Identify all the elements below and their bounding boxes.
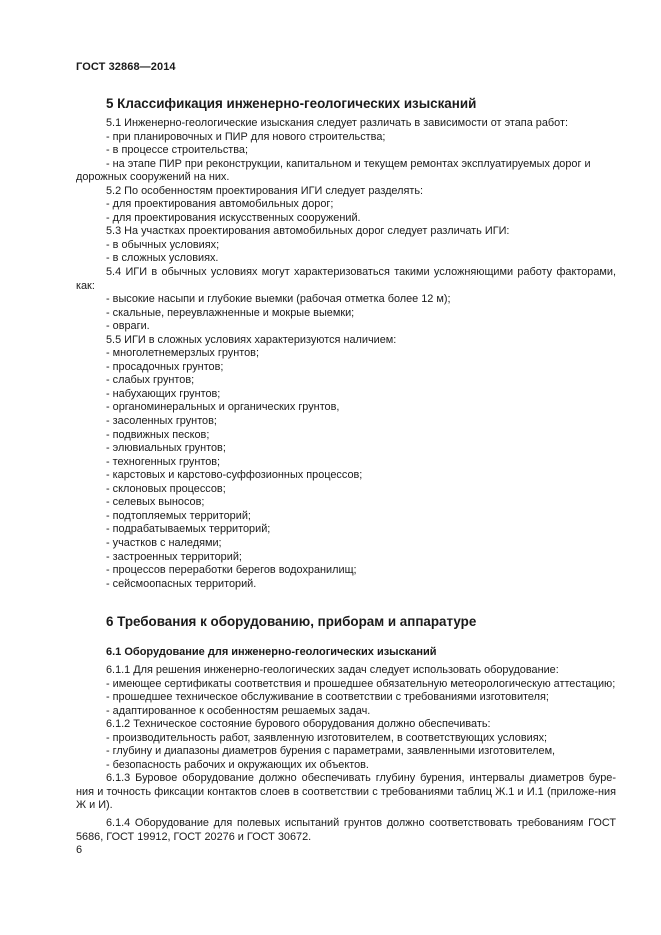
paragraph-6-1-1: 6.1.1 Для решения инженерно-геологических задач следует использовать оборудование: <box>106 664 559 676</box>
list-item: - скальные, переувлажненные и мокрые выемки; <box>106 306 355 319</box>
list-item: - засоленных грунтов; <box>106 415 217 428</box>
list-item: - адаптированное к особенностям решаемых задач. <box>106 704 371 717</box>
paragraph-5-3: 5.3 На участках проектирования автомобильных дорог следует различать ИГИ: <box>106 225 510 238</box>
list-item: - процессов переработки берегов водохранилищ; <box>106 564 357 577</box>
list-item: - в сложных условиях. <box>106 252 219 265</box>
list-item: - просадочных грунтов; <box>106 360 224 373</box>
list-item: - техногенных грунтов; <box>106 455 221 468</box>
list-item: - для проектирования искусственных сооружений. <box>106 211 361 224</box>
list-item: - для проектирования автомобильных дорог; <box>106 198 334 211</box>
list-item-continuation: дорожных сооружений на них. <box>76 171 230 184</box>
list-item: - набухающих грунтов; <box>106 387 221 400</box>
section-5-title: 5 Классификация инженерно-геологических изысканий <box>106 96 477 111</box>
list-item: - прошедшее техническое обслуживание в соответствии с требованиями изготовителя; <box>106 691 549 704</box>
section-6-body <box>76 664 616 844</box>
document-header: ГОСТ 32868—2014 <box>76 61 176 73</box>
list-item: - органоминеральных и органических грунтов, <box>106 401 340 414</box>
paragraph-6-1-4: 6.1.4 Оборудование для полевых испытаний грунтов должно соответствовать требованиям ГОСТ 5686, ГОСТ 19912, ГОСТ 20276 и ГОСТ 30672. <box>76 817 616 843</box>
list-item: - подрабатываемых территорий; <box>106 523 271 536</box>
list-item: - слабых грунтов; <box>106 374 195 387</box>
subsection-6-1-title: 6.1 Оборудование для инженерно-геологических изысканий <box>106 646 437 658</box>
list-item: - участков с наледями; <box>106 536 222 549</box>
paragraph-5-5: 5.5 ИГИ в сложных условиях характеризуются наличием: <box>106 333 397 346</box>
page-number: 6 <box>76 844 83 856</box>
list-item: - подтопляемых территорий; <box>106 509 251 522</box>
list-item: - безопасность рабочих и окружающих их объектов. <box>106 758 369 771</box>
list-item: - при планировочных и ПИР для нового строительства; <box>106 130 386 143</box>
list-item: - многолетнемерзлых грунтов; <box>106 347 259 360</box>
list-item: - селевых выносов; <box>106 496 205 509</box>
list-item: - склоновых процессов; <box>106 482 226 495</box>
list-item: - застроенных территорий; <box>106 550 242 563</box>
paragraph-5-1: 5.1 Инженерно-геологические изыскания следует различать в зависимости от этапа работ: <box>106 117 568 129</box>
section-6-title: 6 Требования к оборудованию, приборам и аппаратуре <box>106 614 477 629</box>
paragraph-5-4: 5.4 ИГИ в обычных условиях могут характеризоваться такими усложняющими работу факторами, как: <box>76 266 616 292</box>
list-item: - имеющее сертификаты соответствия и прошедшее обязательную метеорологическую аттестацию; <box>106 677 616 690</box>
list-item: - глубину и диапазоны диаметров бурения с параметрами, заявленными изготовителем, <box>106 745 556 758</box>
list-item: - в обычных условиях; <box>106 238 220 251</box>
paragraph-6-1-3: 6.1.3 Буровое оборудование должно обеспечивать глубину бурения, интервалы диаметров буре-ния и точность фиксации контактов слоев в соответствии с требованиями таблиц Ж.1 и И.1 (приложе-ния Ж и И). <box>76 772 616 812</box>
section-5-body <box>76 117 616 591</box>
list-item: - производительность работ, заявленную изготовителем, в соответствующих условиях; <box>106 731 548 744</box>
list-item: - на этапе ПИР при реконструкции, капитальном и текущем ремонтах эксплуатируемых дорог и <box>106 157 591 170</box>
list-item: - подвижных песков; <box>106 428 210 441</box>
list-item: - сейсмоопасных территорий. <box>106 577 257 590</box>
list-item: - элювиальных грунтов; <box>106 442 226 455</box>
list-item: - карстовых и карстово-суффозионных процессов; <box>106 469 363 482</box>
list-item: - высокие насыпи и глубокие выемки (рабочая отметка более 12 м); <box>106 293 451 306</box>
list-item: - в процессе строительства; <box>106 144 249 157</box>
list-item: - овраги. <box>106 320 150 333</box>
paragraph-5-2: 5.2 По особенностям проектирования ИГИ следует разделять: <box>106 184 424 197</box>
paragraph-6-1-2: 6.1.2 Техническое состояние бурового оборудования должно обеспечивать: <box>106 718 491 731</box>
